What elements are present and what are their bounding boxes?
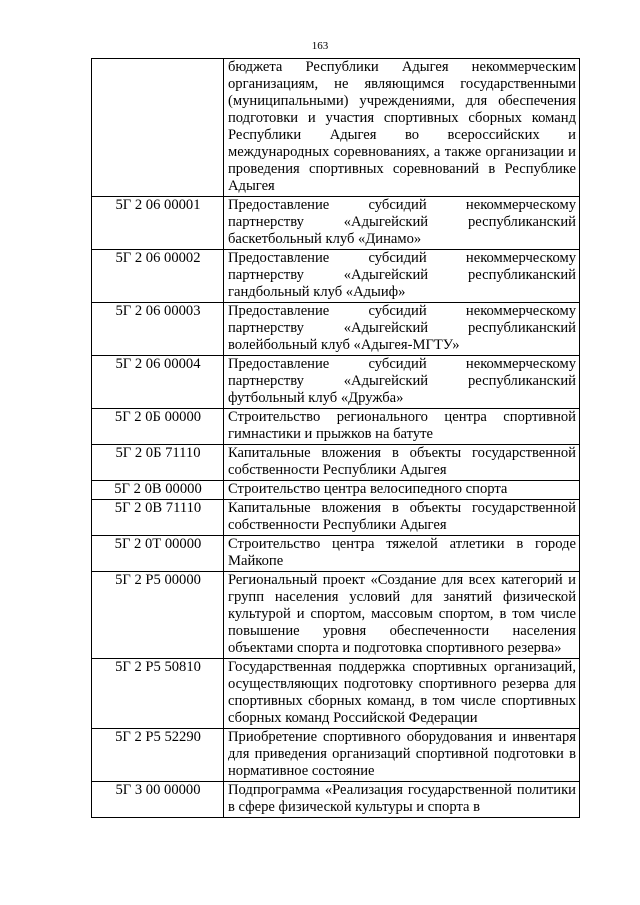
- code-cell: 5Г 2 Р5 52290: [92, 729, 224, 782]
- table-row: [92, 250, 580, 303]
- table-row: [92, 303, 580, 356]
- table-row: [92, 197, 580, 250]
- code-cell: 5Г 2 06 00002: [92, 250, 224, 303]
- table-row: [92, 356, 580, 409]
- table-row: [92, 409, 580, 445]
- code-cell: 5Г 3 00 00000: [92, 782, 224, 818]
- description-cell: Региональный проект «Создание для всех категорий и групп населения условий для занятий физической культурой и спортом, массовым спортом, в том числе повышение уровня обеспеченности населения объектами спорта и подготовка спортивного резерва»: [224, 572, 580, 659]
- table-row: [92, 445, 580, 481]
- description-cell: Подпрограмма «Реализация государственной политики в сфере физической культуры и спорта в: [224, 782, 580, 818]
- code-cell: 5Г 2 0Б 71110: [92, 445, 224, 481]
- table-row: [92, 572, 580, 659]
- table-row: [92, 500, 580, 536]
- code-cell: [92, 59, 224, 197]
- description-cell: Строительство центра велосипедного спорта: [224, 481, 580, 500]
- table-row: [92, 659, 580, 729]
- code-cell: 5Г 2 06 00001: [92, 197, 224, 250]
- code-cell: 5Г 2 Р5 50810: [92, 659, 224, 729]
- description-cell: Приобретение спортивного оборудования и инвентаря для приведения организаций спортивной подготовки в нормативное состояние: [224, 729, 580, 782]
- table-row: [92, 481, 580, 500]
- description-cell: Капитальные вложения в объекты государственной собственности Республики Адыгея: [224, 500, 580, 536]
- description-cell: Предоставление субсидий некоммерческому партнерству «Адыгейский республиканский гандбольный клуб «Адыиф»: [224, 250, 580, 303]
- description-cell: Предоставление субсидий некоммерческому партнерству «Адыгейский республиканский волейбольный клуб «Адыгея-МГТУ»: [224, 303, 580, 356]
- code-cell: 5Г 2 0В 71110: [92, 500, 224, 536]
- table-row: [92, 782, 580, 818]
- description-cell: Капитальные вложения в объекты государственной собственности Республики Адыгея: [224, 445, 580, 481]
- code-cell: 5Г 2 Р5 00000: [92, 572, 224, 659]
- table-row: [92, 729, 580, 782]
- description-cell: Строительство регионального центра спортивной гимнастики и прыжков на батуте: [224, 409, 580, 445]
- code-cell: 5Г 2 0В 00000: [92, 481, 224, 500]
- code-cell: 5Г 2 06 00004: [92, 356, 224, 409]
- description-cell: Предоставление субсидий некоммерческому партнерству «Адыгейский республиканский баскетбольный клуб «Динамо»: [224, 197, 580, 250]
- table-row: [92, 59, 580, 197]
- code-cell: 5Г 2 0Т 00000: [92, 536, 224, 572]
- budget-classification-table: [91, 58, 580, 818]
- code-cell: 5Г 2 0Б 00000: [92, 409, 224, 445]
- page-number: 163: [311, 40, 329, 52]
- code-cell: 5Г 2 06 00003: [92, 303, 224, 356]
- description-cell: Государственная поддержка спортивных организаций, осуществляющих подготовку спортивного резерва для спортивных сборных команд, в том числе спортивных сборных команд Российской Федерации: [224, 659, 580, 729]
- description-cell: Предоставление субсидий некоммерческому партнерству «Адыгейский республиканский футбольный клуб «Дружба»: [224, 356, 580, 409]
- description-cell: бюджета Республики Адыгея некоммерческим организациям, не являющимся государственными (муниципальными) учреждениями, для обеспечения подготовки и участия спортивных сборных команд Республики Адыгея во всероссийских и международных соревнованиях, а также организации и проведения спортивных соревнований в Республике Адыгея: [224, 59, 580, 197]
- table-row: [92, 536, 580, 572]
- description-cell: Строительство центра тяжелой атлетики в городе Майкопе: [224, 536, 580, 572]
